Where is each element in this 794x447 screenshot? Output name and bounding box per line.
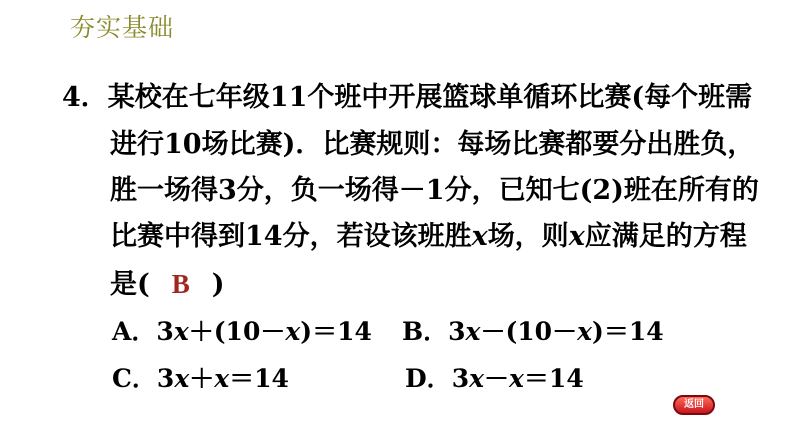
option-b-expr: 3x－(10－x)＝14 xyxy=(448,317,664,346)
option-c-label: C． xyxy=(112,364,157,393)
question-line-1: 4．某校在七年级11个班中开展篮球单循环比赛(每个班需 xyxy=(62,82,753,113)
option-a-label: A． xyxy=(112,317,157,346)
option-d-expr: 3x－x＝14 xyxy=(451,364,584,393)
question-line-4 xyxy=(110,219,747,255)
option-b-label: B． xyxy=(402,317,449,346)
question-line-5 xyxy=(110,266,225,303)
answer-text: B xyxy=(171,269,190,299)
section-title: 夯实基础 xyxy=(70,13,175,42)
variable-x: x xyxy=(568,221,585,252)
option-d-label: D． xyxy=(405,364,452,393)
question-line-4-text-c: 应满足的方程 xyxy=(584,221,747,252)
question-line-4-text-b: 场，则 xyxy=(487,221,569,252)
answer-close-paren: ) xyxy=(211,269,225,300)
answer-open-paren: 是( xyxy=(110,269,150,300)
option-b[interactable] xyxy=(402,315,664,349)
question-line-4-text-a: 比赛中得到14分，若设该班胜 xyxy=(110,221,472,252)
option-d[interactable] xyxy=(405,362,584,396)
question-line-2: 进行10场比赛)．比赛规则：每场比赛都要分出胜负， xyxy=(110,129,755,160)
option-c[interactable] xyxy=(112,362,289,396)
variable-x: x xyxy=(471,221,488,252)
option-a[interactable] xyxy=(112,315,372,349)
option-c-expr: 3x＋x＝14 xyxy=(156,364,289,393)
return-button[interactable]: 返回 xyxy=(673,395,715,415)
question-line-3: 胜一场得3分，负一场得－1分，已知七(2)班在所有的 xyxy=(110,175,759,206)
option-a-expr: 3x＋(10－x)＝14 xyxy=(156,317,372,346)
